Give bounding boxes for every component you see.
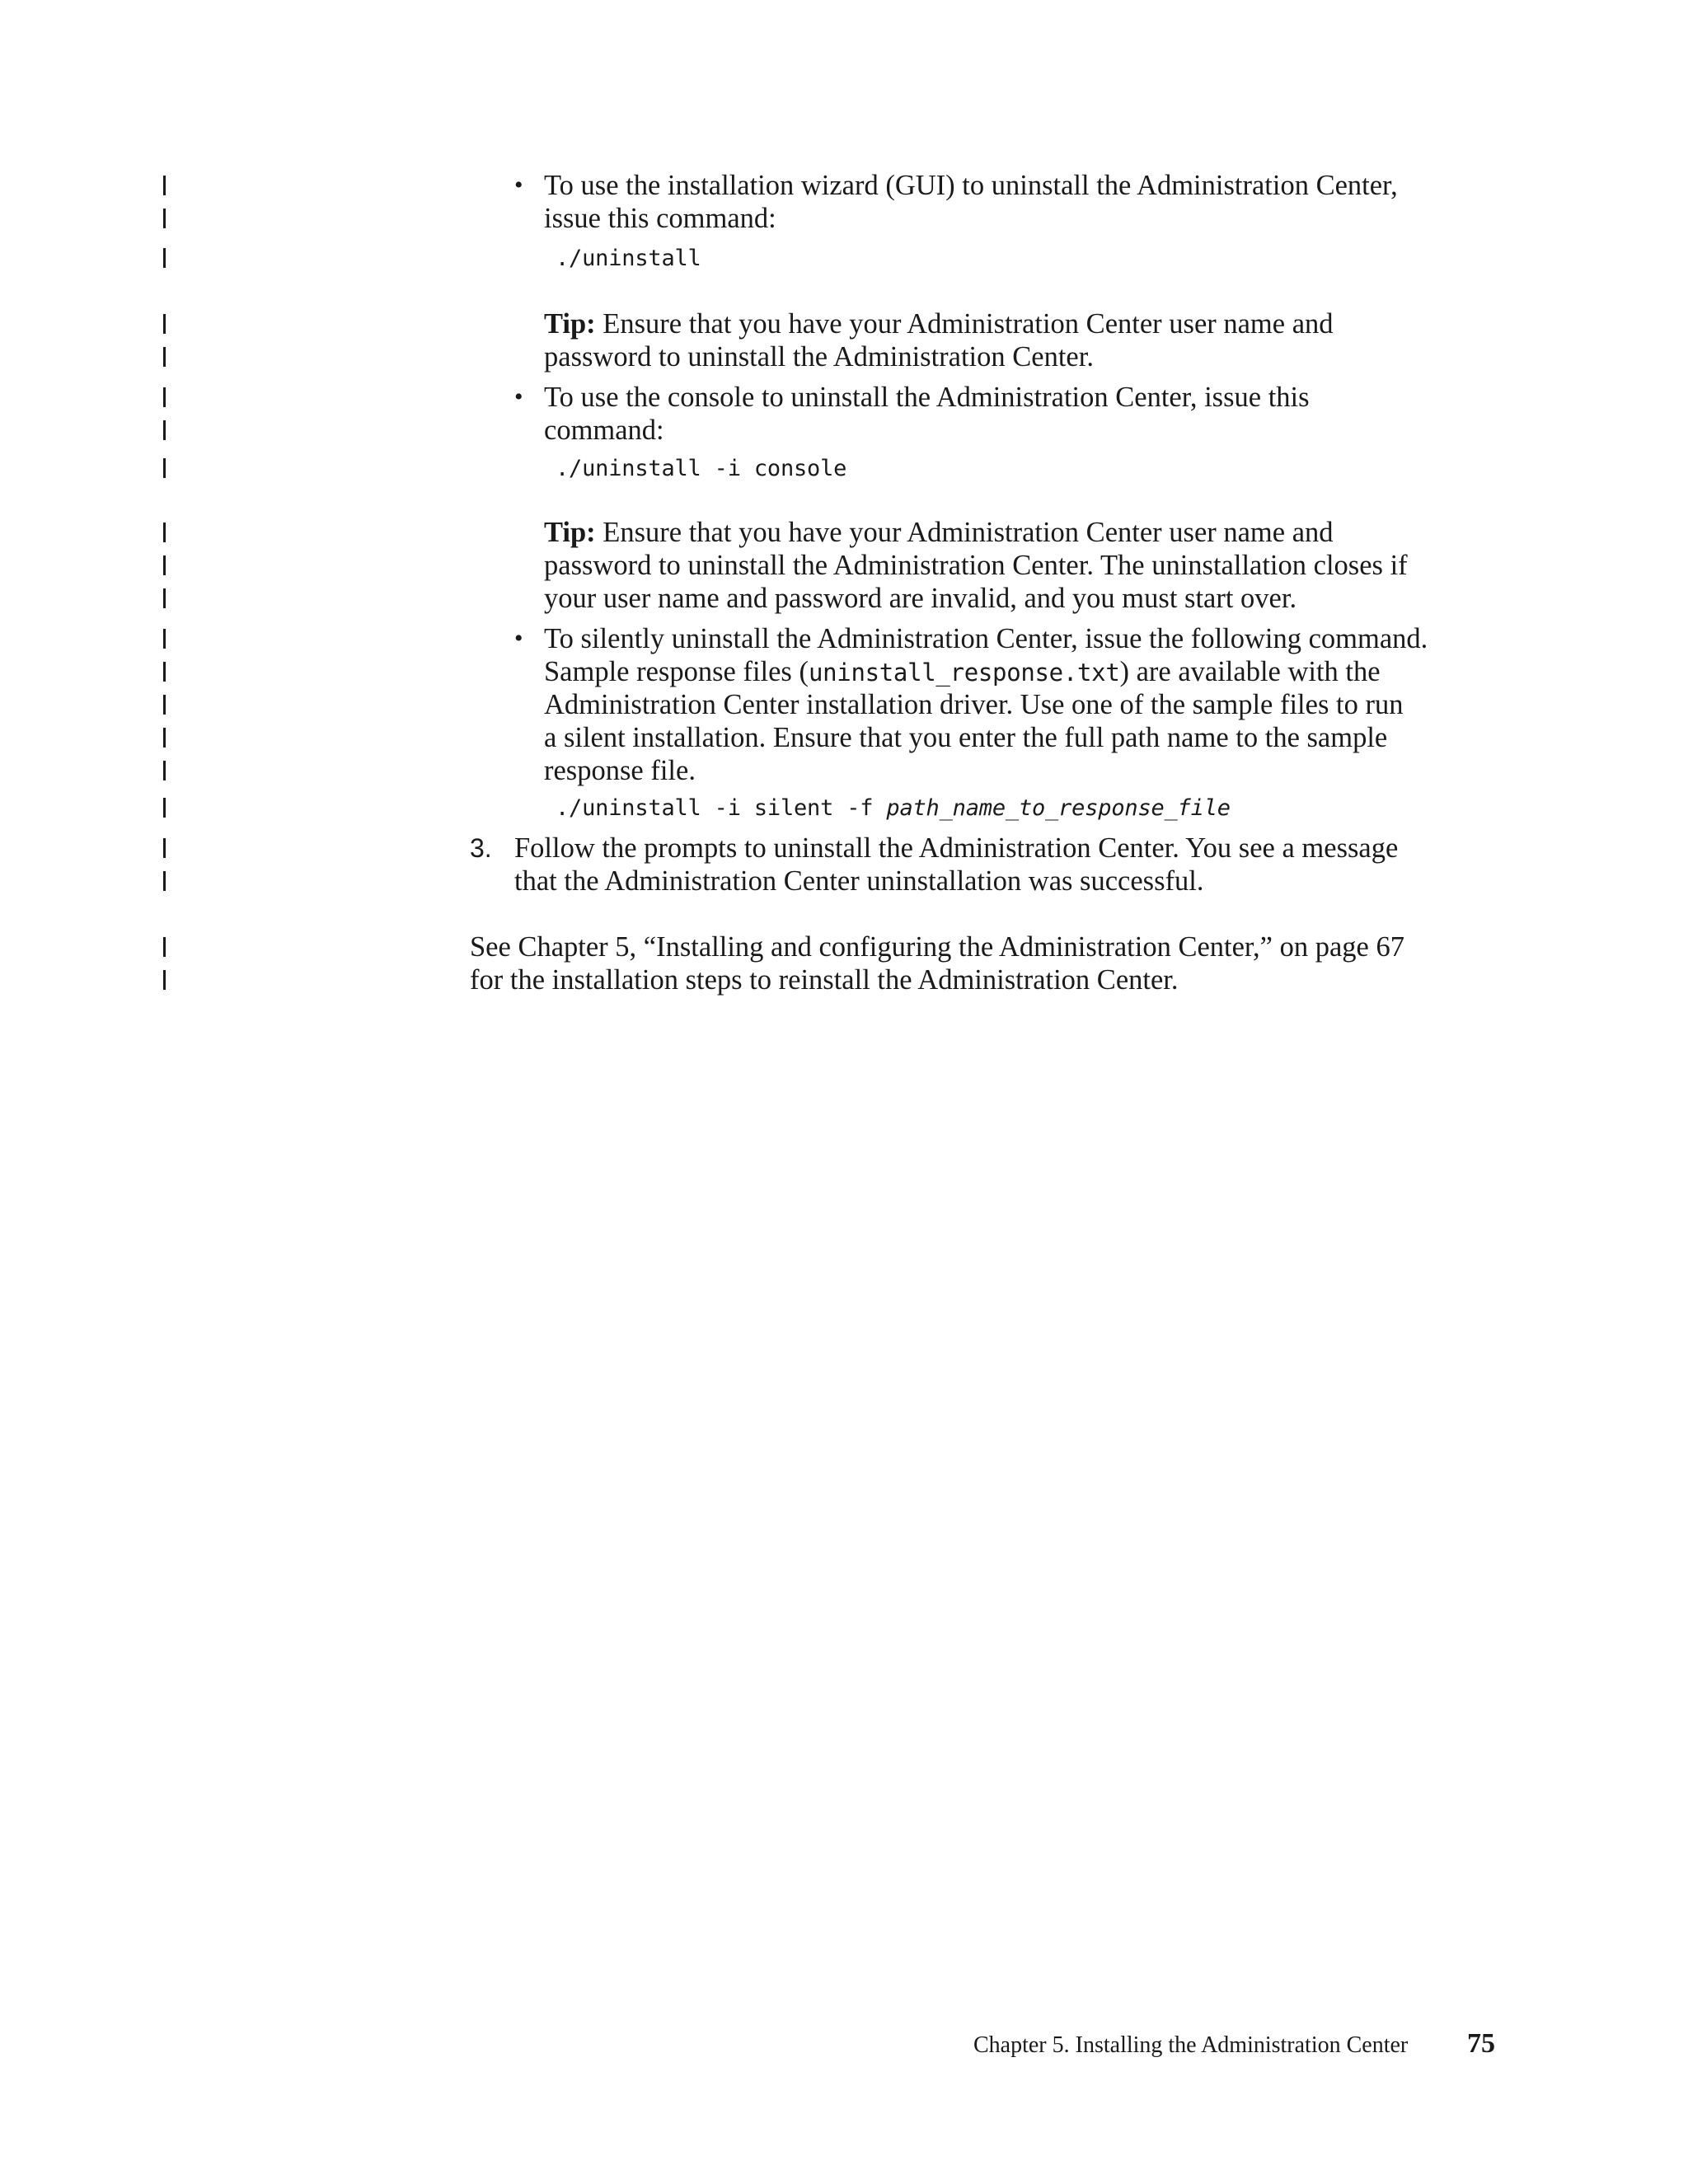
revision-bar	[163, 209, 166, 228]
bullet-text-line: Administration Center installation driver. Use one of the sample files to run	[544, 689, 1404, 720]
command-text: ./uninstall -i silent -f	[556, 795, 887, 821]
revision-bar	[163, 458, 166, 478]
bullet-text-line: To use the console to uninstall the Administration Center, issue this	[544, 382, 1310, 413]
command-argument: path_name_to_response_file	[886, 795, 1231, 821]
text-fragment: ) are available with the	[1119, 656, 1381, 687]
text-fragment: Sample response files (	[544, 656, 809, 687]
command-uninstall-console: ./uninstall -i console	[556, 456, 847, 481]
revision-bar	[163, 588, 166, 608]
bullet-text-line: To use the installation wizard (GUI) to uninstall the Administration Center,	[544, 170, 1398, 201]
step-text-line: that the Administration Center uninstallation was successful.	[514, 865, 1204, 897]
footer-chapter-title: Chapter 5. Installing the Administration Center	[973, 2032, 1409, 2058]
tip-line	[544, 516, 1334, 549]
revision-bar	[163, 871, 166, 891]
tip-line: your user name and password are invalid, and you must start over.	[544, 583, 1297, 614]
paragraph-line: See Chapter 5, “Installing and configuring the Administration Center,” on page 67	[470, 931, 1404, 963]
revision-bar	[163, 695, 166, 715]
page-number: 75	[1467, 2028, 1495, 2059]
bullet-marker: •	[514, 171, 523, 199]
command-uninstall: ./uninstall	[556, 246, 701, 271]
bullet-text-line	[544, 655, 1381, 689]
revision-bar	[163, 798, 166, 818]
command-uninstall-silent	[556, 792, 1231, 825]
bullet-text-line: To silently uninstall the Administration Center, issue the following command.	[544, 623, 1428, 654]
response-file-name: uninstall_response.txt	[808, 658, 1120, 687]
revision-bar	[163, 629, 166, 649]
revision-bar	[163, 387, 166, 407]
revision-bar	[163, 314, 166, 334]
revision-bar	[163, 420, 166, 440]
revision-bar	[163, 838, 166, 858]
tip-line: password to uninstall the Administration Center. The uninstallation closes if	[544, 550, 1408, 581]
tip-label: Tip:	[544, 308, 596, 340]
revision-bar	[163, 248, 166, 268]
bullet-text-line: a silent installation. Ensure that you enter the full path name to the sample	[544, 722, 1388, 753]
tip-label: Tip:	[544, 517, 596, 548]
bullet-text-line: command:	[544, 415, 664, 446]
revision-bar	[163, 555, 166, 575]
bullet-text-line: issue this command:	[544, 203, 776, 234]
step-text-line: Follow the prompts to uninstall the Administration Center. You see a message	[514, 832, 1399, 864]
bullet-text-line: response file.	[544, 755, 696, 786]
tip-text: Ensure that you have your Administration Center user name and	[603, 308, 1334, 340]
revision-bar	[163, 523, 166, 542]
revision-bar	[163, 347, 166, 367]
bullet-marker: •	[514, 625, 523, 652]
paragraph-line: for the installation steps to reinstall the Administration Center.	[470, 964, 1179, 996]
revision-bar	[163, 970, 166, 990]
tip-line	[544, 307, 1334, 340]
bullet-marker: •	[514, 383, 523, 410]
tip-text: Ensure that you have your Administration Center user name and	[603, 517, 1334, 548]
step-number: 3.	[470, 833, 492, 863]
revision-bar	[163, 937, 166, 957]
revision-bar	[163, 761, 166, 780]
tip-line: password to uninstall the Administration Center.	[544, 341, 1094, 373]
revision-bar	[163, 728, 166, 748]
revision-bar	[163, 662, 166, 682]
revision-bar	[163, 176, 166, 195]
